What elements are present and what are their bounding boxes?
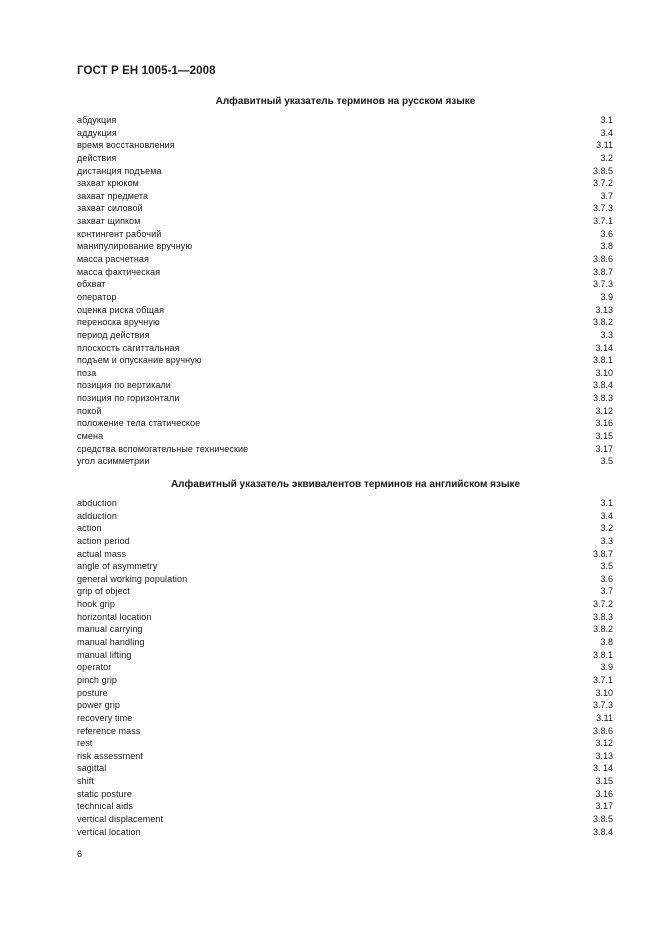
index-entry <box>77 455 614 468</box>
index-entry <box>77 813 614 826</box>
index-reference: 3.7.1 <box>592 216 613 227</box>
index-reference: 3.8.6 <box>592 725 613 736</box>
index-term: hook grip <box>77 599 115 610</box>
index-reference: 3.16 <box>595 788 613 799</box>
index-term: время восстановления <box>77 140 175 151</box>
index-entry <box>77 750 614 763</box>
index-term: период действия <box>77 329 150 340</box>
index-entry <box>77 497 614 510</box>
index-reference: 3.8.5 <box>592 165 613 176</box>
index-entry <box>77 278 614 291</box>
index-term: angle of asymmetry <box>77 561 158 572</box>
index-reference: 3.8.4 <box>592 380 613 391</box>
index-entry <box>77 139 614 152</box>
russian-index-list <box>77 114 614 468</box>
index-term: posture <box>77 687 108 698</box>
index-entry <box>77 548 614 561</box>
russian-index-title: Алфавитный указатель терминов на русском языке <box>215 96 476 107</box>
index-term: adduction <box>77 510 117 521</box>
index-term: средства вспомогательные технические <box>77 443 249 454</box>
index-reference: 3.17 <box>595 443 613 454</box>
index-term: масса фактическая <box>77 266 161 277</box>
index-term: обхват <box>77 279 106 290</box>
index-entry <box>77 202 614 215</box>
index-term: recovery time <box>77 712 133 723</box>
index-entry <box>77 291 614 304</box>
index-entry <box>77 329 614 342</box>
index-term: actual mass <box>77 548 127 559</box>
index-entry <box>77 417 614 430</box>
index-term: захват силовой <box>77 203 143 214</box>
index-term: sagittal <box>77 763 107 774</box>
index-entry <box>77 215 614 228</box>
index-reference: 3.15 <box>595 776 613 787</box>
index-reference: 3.7.2 <box>592 599 613 610</box>
index-reference: 3.1 <box>600 498 613 508</box>
index-term: контингент рабочий <box>77 228 162 239</box>
index-term: положение тела статическое <box>77 418 201 429</box>
index-reference: 3.14 <box>595 342 613 353</box>
index-reference: 3.7.1 <box>592 674 613 685</box>
index-entry <box>77 687 614 700</box>
index-term: power grip <box>77 700 121 711</box>
index-term: static posture <box>77 788 132 799</box>
index-term: abduction <box>77 498 117 508</box>
index-entry <box>77 240 614 253</box>
index-reference: 3.13 <box>595 750 613 761</box>
index-reference: 3.3 <box>600 535 613 546</box>
index-reference: 3.2 <box>600 523 613 534</box>
index-term: action period <box>77 535 130 546</box>
index-entry <box>77 699 614 712</box>
index-term: угол асимметрии <box>77 456 150 467</box>
index-reference: 3.8.1 <box>592 355 613 366</box>
index-reference: 3.7.3 <box>592 279 613 290</box>
index-term: operator <box>77 662 112 673</box>
index-term: позиция по горизонтали <box>77 393 180 404</box>
index-reference: 3.4 <box>600 510 613 521</box>
index-entry <box>77 228 614 241</box>
index-reference: 3.7 <box>600 586 613 597</box>
index-entry <box>77 535 614 548</box>
index-reference: 3.12 <box>595 738 613 749</box>
index-reference: 3.13 <box>595 304 613 315</box>
index-reference: 3.5 <box>600 561 613 572</box>
index-term: rest <box>77 738 93 749</box>
index-reference: 3.9 <box>600 662 613 673</box>
index-entry <box>77 165 614 178</box>
index-term: general working population <box>77 573 188 584</box>
index-reference: 3.1 <box>600 115 613 125</box>
index-entry <box>77 379 614 392</box>
index-term: манипулирование вручную <box>77 241 193 252</box>
index-term: vertical displacement <box>77 814 164 825</box>
index-entry <box>77 127 614 140</box>
index-entry <box>77 253 614 266</box>
index-entry <box>77 522 614 535</box>
english-index-title: Алфавитный указатель эквивалентов терминов на английском языке <box>170 479 521 490</box>
index-reference: 3.8.4 <box>592 826 613 837</box>
index-reference: 3. 14 <box>592 763 613 774</box>
index-entry <box>77 316 614 329</box>
index-reference: 3.10 <box>595 687 613 698</box>
index-reference: 3.6 <box>600 228 613 239</box>
index-term: оценка риска общая <box>77 304 165 315</box>
index-term: абдукция <box>77 115 117 125</box>
index-term: захват крюком <box>77 178 139 189</box>
index-term: grip of object <box>77 586 130 597</box>
index-reference: 3.15 <box>595 431 613 442</box>
index-entry <box>77 430 614 443</box>
index-entry <box>77 585 614 598</box>
index-reference: 3.5 <box>600 456 613 467</box>
index-entry <box>77 367 614 380</box>
index-entry <box>77 649 614 662</box>
index-entry <box>77 788 614 801</box>
index-entry <box>77 354 614 367</box>
index-term: подъем и опускание вручную <box>77 355 202 366</box>
page-number: 6 <box>77 849 83 859</box>
index-term: аддукция <box>77 127 117 138</box>
index-reference: 3.12 <box>595 405 613 416</box>
index-term: захват предмета <box>77 190 149 201</box>
index-term: переноска вручную <box>77 317 160 328</box>
index-entry <box>77 392 614 405</box>
index-term: захват щипком <box>77 216 141 227</box>
index-entry <box>77 762 614 775</box>
index-entry <box>77 405 614 418</box>
index-reference: 3.6 <box>600 573 613 584</box>
index-term: manual carrying <box>77 624 143 635</box>
index-reference: 3.8.2 <box>592 317 613 328</box>
index-reference: 3.17 <box>595 801 613 812</box>
index-term: risk assessment <box>77 750 144 761</box>
index-term: позиция по вертикали <box>77 380 171 391</box>
index-reference: 3.8.1 <box>592 649 613 660</box>
index-entry <box>77 510 614 523</box>
index-reference: 3.8.7 <box>592 548 613 559</box>
index-entry <box>77 674 614 687</box>
index-term: shift <box>77 776 95 787</box>
index-reference: 3.8.3 <box>592 393 613 404</box>
index-entry <box>77 573 614 586</box>
index-term: technical aids <box>77 801 133 812</box>
index-reference: 3.16 <box>595 418 613 429</box>
index-entry <box>77 304 614 317</box>
index-entry <box>77 611 614 624</box>
index-reference: 3.8.7 <box>592 266 613 277</box>
index-entry <box>77 342 614 355</box>
index-term: manual lifting <box>77 649 132 660</box>
index-reference: 3.7.2 <box>592 178 613 189</box>
index-reference: 3.8.6 <box>592 254 613 265</box>
index-term: плоскость сагиттальная <box>77 342 180 353</box>
index-entry <box>77 623 614 636</box>
index-term: поза <box>77 367 97 378</box>
index-reference: 3.7.3 <box>592 203 613 214</box>
index-reference: 3.10 <box>595 367 613 378</box>
index-term: vertical location <box>77 826 141 837</box>
index-reference: 3.7 <box>600 190 613 201</box>
index-entry <box>77 152 614 165</box>
index-reference: 3.8.2 <box>592 624 613 635</box>
index-entry <box>77 190 614 203</box>
index-reference: 3.4 <box>600 127 613 138</box>
index-entry <box>77 712 614 725</box>
index-term: покой <box>77 405 102 416</box>
index-term: действия <box>77 152 117 163</box>
index-entry <box>77 737 614 750</box>
index-reference: 3.8 <box>600 241 613 252</box>
index-term: manual handling <box>77 637 145 648</box>
index-entry <box>77 598 614 611</box>
index-term: смена <box>77 431 104 442</box>
index-term: дистанция подъема <box>77 165 162 176</box>
index-term: оператор <box>77 291 117 302</box>
index-reference: 3.11 <box>596 712 613 723</box>
index-entry <box>77 800 614 813</box>
index-reference: 3.9 <box>600 291 613 302</box>
index-entry <box>77 560 614 573</box>
index-reference: 3.11 <box>596 140 613 151</box>
index-entry <box>77 725 614 738</box>
index-term: reference mass <box>77 725 141 736</box>
index-entry <box>77 114 614 127</box>
index-entry <box>77 636 614 649</box>
english-index-list <box>77 497 614 838</box>
index-term: horizontal location <box>77 611 152 622</box>
index-term: action <box>77 523 102 534</box>
index-entry <box>77 661 614 674</box>
index-reference: 3.2 <box>600 152 613 163</box>
index-entry <box>77 266 614 279</box>
index-reference: 3.8 <box>600 637 613 648</box>
index-entry <box>77 826 614 839</box>
index-reference: 3.7.3 <box>592 700 613 711</box>
index-term: масса расчетная <box>77 254 149 265</box>
index-term: pinch grip <box>77 674 118 685</box>
document-header: ГОСТ Р ЕН 1005-1—2008 <box>77 65 216 77</box>
index-entry <box>77 775 614 788</box>
index-reference: 3.8.5 <box>592 814 613 825</box>
index-entry <box>77 443 614 456</box>
index-reference: 3.8.3 <box>592 611 613 622</box>
index-reference: 3.3 <box>600 329 613 340</box>
index-entry <box>77 177 614 190</box>
